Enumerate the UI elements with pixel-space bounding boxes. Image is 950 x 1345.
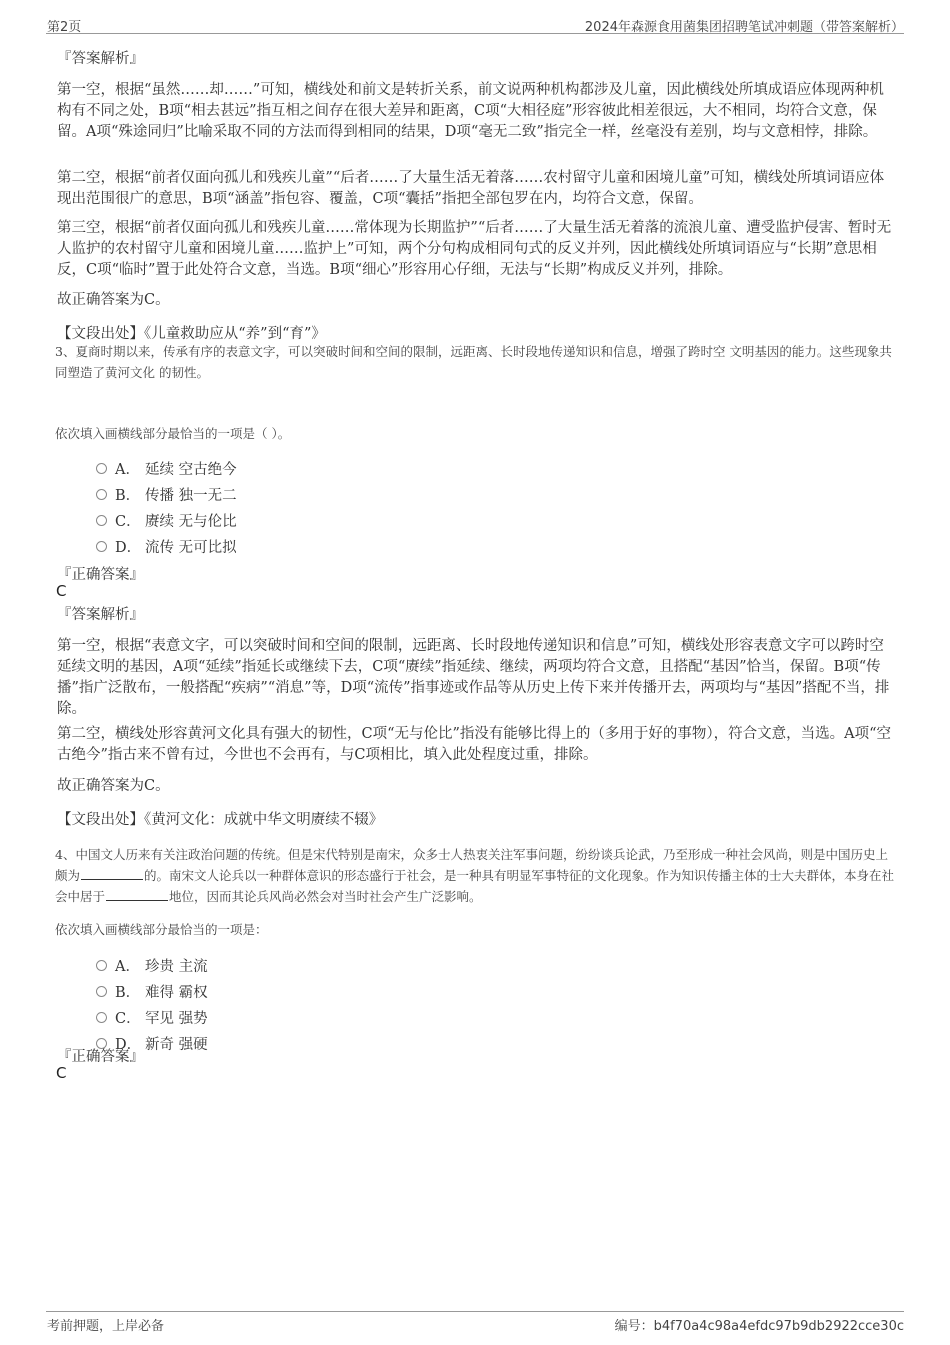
option-letter: A． <box>115 959 140 975</box>
option-letter: B． <box>115 985 141 1001</box>
code-label: 编号： <box>614 1319 654 1334</box>
q2-analysis-para-1: 第一空，根据“虽然……却……”可知，横线处和前文是转折关系，前文说两种机构都涉及儿童，因此横线处所填成语应体现两种机构有不同之处，B项“相去甚远”指互相之间存在很大差异和距离，C项“大相径庭”形容彼此相差很远，大不相同，均符合文意，保留。A项“殊途同归”比喻采取不同的方法而得到相同的结果，D项“毫无二致”指完全一样，丝毫没有差别，均与文意相悖，排除。 <box>57 82 884 140</box>
option-letter: B． <box>115 488 141 504</box>
q3-prompt: 依次填入画横线部分最恰当的一项是（ ）。 <box>55 426 291 441</box>
q3-analysis-para-2: 第二空，横线处形容黄河文化具有强大的韧性，C项“无与伦比”指没有能够比得上的（多用于好的事物），符合文意，当选。A项“空古绝今”指古来不曾有过，今世也不会再有，与C项相比，填入此处程度过重，排除。 <box>57 726 892 763</box>
option-text: 新奇 强硬 <box>145 1037 208 1053</box>
q4-text-part-1: 4、中国文人历来有关注政治问题的传统。但是宋代特别是南宋，众多士人热衷关注军事问题，纷纷谈兵论武，乃至形成一种社会风尚，则是中国历史上颇为 <box>55 847 888 883</box>
footer-slogan: 考前押题，上岸必备 <box>47 1319 165 1334</box>
header-divider <box>46 33 904 34</box>
radio-button[interactable] <box>96 463 107 474</box>
document-title: 2024年森源食用菌集团招聘笔试冲刺题（带答案解析） <box>584 20 904 35</box>
radio-button[interactable] <box>96 489 107 500</box>
option-text: 罕见 强势 <box>145 1011 208 1027</box>
page-number: 第2页 <box>47 20 82 35</box>
radio-button[interactable] <box>96 541 107 552</box>
option-text: 传播 独一无二 <box>145 488 237 504</box>
option-letter: D． <box>115 540 142 556</box>
q4-correct-answer: C <box>56 1064 67 1082</box>
q3-question-text: 3、夏商时期以来，传承有序的表意文字，可以突破时间和空间的限制，远距离、长时段地传递知识和信息，增强了跨时空 文明基因的能力。这些现象共同塑造了黄河文化 的韧性。 <box>55 344 892 380</box>
option-text: 珍贵 主流 <box>145 959 208 975</box>
option-text: 赓续 无与伦比 <box>145 514 237 530</box>
q3-analysis-label: 『答案解析』 <box>57 607 144 623</box>
radio-button[interactable] <box>96 960 107 971</box>
option-text: 难得 霸权 <box>145 985 208 1001</box>
footer-divider <box>46 1311 904 1312</box>
q4-correct-label: 『正确答案』 <box>57 1049 144 1065</box>
option-letter: D． <box>115 1037 142 1053</box>
q3-correct-label: 『正确答案』 <box>57 567 144 583</box>
q3-conclusion: 故正确答案为C。 <box>57 778 170 794</box>
q4-text-part-3: 地位，因而其论兵风尚必然会对当时社会产生广泛影响。 <box>169 889 482 904</box>
option-letter: C． <box>115 514 141 530</box>
option-text: 流传 无可比拟 <box>145 540 237 556</box>
q2-analysis-label: 『答案解析』 <box>57 51 144 67</box>
fill-blank <box>81 866 143 880</box>
option-letter: C． <box>115 1011 141 1027</box>
q4-question-text <box>55 844 900 907</box>
radio-button[interactable] <box>96 1012 107 1023</box>
document-code <box>615 1315 904 1334</box>
code-value: b4f70a4c98a4efdc97b9db2922cce30c <box>653 1319 904 1334</box>
q3-correct-answer: C <box>56 582 67 600</box>
q4-prompt: 依次填入画横线部分最恰当的一项是： <box>55 922 268 937</box>
q3-source: 【文段出处】《黄河文化：成就中华文明赓续不辍》 <box>57 812 384 828</box>
fill-blank <box>106 887 168 901</box>
q2-analysis-para-2: 第二空，根据“前者仅面向孤儿和残疾儿童”“后者……了大量生活无着落……农村留守儿童和困境儿童”可知，横线处所填词语应体现出范围很广的意思，B项“涵盖”指包容、覆盖，C项“囊括”指把全部包罗在内，均符合文意，保留。 <box>57 170 885 207</box>
q3-analysis-para-1: 第一空，根据“表意文字，可以突破时间和空间的限制，远距离、长时段地传递知识和信息”可知，横线处形容表意文字可以跨时空延续文明的基因，A项“延续”指延长或继续下去，C项“赓续”指延续、继续，两项均符合文意，且搭配“基因”恰当，保留。B项“传播”指广泛散布，一般搭配“疾病”“消息”等，D项“流传”指事迹或作品等从历史上传下来并传播开去，两项均与“基因”搭配不当，排除。 <box>57 638 890 717</box>
radio-button[interactable] <box>96 515 107 526</box>
q2-source: 【文段出处】《儿童救助应从“养”到“育”》 <box>57 326 326 342</box>
q2-conclusion: 故正确答案为C。 <box>57 292 170 308</box>
radio-button[interactable] <box>96 986 107 997</box>
option-letter: A． <box>115 462 140 478</box>
q4-text-part-2: 的。南宋文人论兵以一种群体意识的形态盛行于社会，是一种具有明显军事特征的文化现象。作为知识传播主体的士大夫群体，本身在社会中居于 <box>55 868 895 904</box>
option-text: 延续 空古绝今 <box>145 462 237 478</box>
q2-analysis-para-3: 第三空，根据“前者仅面向孤儿和残疾儿童……常体现为长期监护”“后者……了大量生活无着落的流浪儿童、遭受监护侵害、暂时无人监护的农村留守儿童和困境儿童……监护上”可知，两个分句构成相同句式的反义并列，因此横线处所填词语应与“长期”意思相反，C项“临时”置于此处符合文意，当选。B项“细心”形容用心仔细，无法与“长期”构成反义并列，排除。 <box>57 220 892 278</box>
